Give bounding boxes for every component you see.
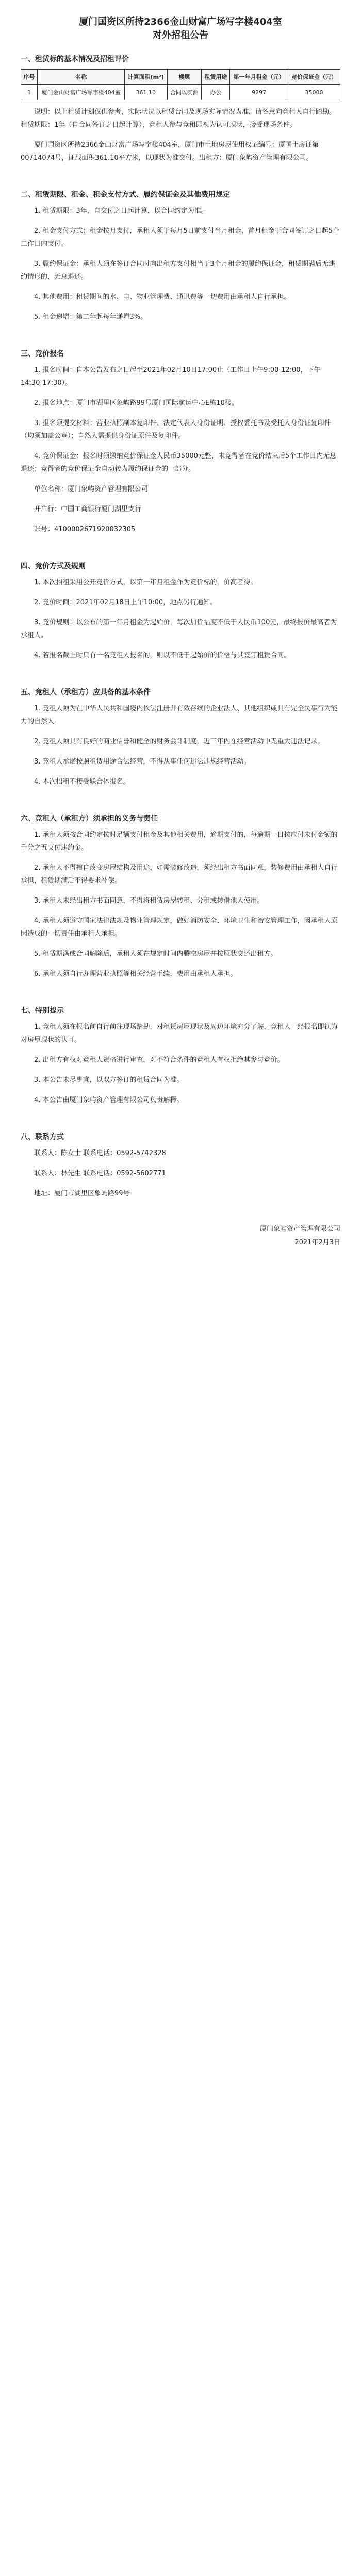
paragraph: 单位名称：厦门象屿资产管理有限公司 bbox=[34, 485, 149, 493]
paragraph: 4. 本次招租不接受联合体报名。 bbox=[34, 778, 130, 786]
paragraph-spacer bbox=[21, 960, 340, 968]
table-row bbox=[21, 85, 340, 100]
paragraph-spacer bbox=[21, 728, 340, 735]
paragraph-spacer bbox=[21, 131, 340, 139]
paragraph-spacer bbox=[21, 980, 340, 988]
paragraph: 1. 竞租人须在报名前自行前往现场踏勘，对租赁房屋现状及周边环境充分了解，竞租人一经报名即视为对房屋现状的认可。 bbox=[21, 1023, 338, 1044]
paragraph: 3. 本公告未尽事宜，以双方签订的租赁合同为准。 bbox=[34, 1076, 184, 1084]
paragraph: 厦门国资区所持2366金山财富广场写字楼404室，厦门市土地房屋使用权证编号：厦国土房证第00714074号，证载面积361.10平方米，以现状为准交付。出租方：厦门象屿资产管理有限公司。 bbox=[21, 141, 319, 162]
table-cell: 35000 bbox=[288, 85, 340, 100]
paragraph-spacer bbox=[21, 589, 340, 596]
section-heading: 五、竞租人（承租方）应具备的基本条件 bbox=[21, 688, 151, 697]
paragraph: 3. 承租人未经出租方书面同意，不得将租赁房屋转租、分租或转借他人使用。 bbox=[34, 897, 264, 905]
paragraph: 1. 承租人须按合同约定按时足额支付租金及其他相关费用，逾期支付的，每逾期一日按应付未付金额的千分之五支付违约金。 bbox=[21, 831, 338, 852]
paragraph-spacer bbox=[21, 476, 340, 483]
paragraph-spacer bbox=[21, 217, 340, 225]
paragraph-spacer bbox=[21, 303, 340, 311]
paragraph: 2. 报名地点：厦门市湖里区象屿路99号厦门国际航运中心E栋10楼。 bbox=[34, 399, 238, 407]
paragraph: 1. 竞租人须为在中华人民共和国境内依法注册并有效存续的企业法人、其他组织或具有完全民事行为能力的自然人。 bbox=[21, 705, 338, 725]
paragraph-spacer bbox=[21, 496, 340, 503]
paragraph: 3. 报名须提交材料：营业执照副本复印件、法定代表人身份证明、授权委托书及受托人身份证复印件（均须加盖公章）；自然人需提供身份证原件及复印件。 bbox=[21, 419, 331, 440]
section-heading: 七、特别提示 bbox=[21, 1007, 64, 1015]
paragraph-spacer bbox=[21, 887, 340, 894]
signature-date: 2021年2月3日 bbox=[294, 1239, 340, 1246]
paragraph-spacer bbox=[21, 1180, 340, 1187]
paragraph-spacer bbox=[21, 164, 340, 172]
title-line-2: 对外招租公告 bbox=[153, 30, 208, 41]
section-1-heading: 一、租赁标的基本情况及招租评价 bbox=[21, 55, 129, 63]
paragraph-spacer bbox=[21, 854, 340, 861]
table-header: 楼层 bbox=[167, 70, 202, 85]
page-title bbox=[21, 15, 340, 42]
table-header: 名称 bbox=[38, 70, 125, 85]
paragraph-spacer bbox=[21, 788, 340, 795]
table-cell: 1 bbox=[21, 85, 38, 100]
paragraph-spacer bbox=[21, 283, 340, 291]
table-cell: 合同以实测 bbox=[167, 85, 202, 100]
table-header: 序号 bbox=[21, 70, 38, 85]
paragraph: 4. 竞价保证金：报名时须缴纳竞价保证金人民币35000元整，未竞得者在竞价结束后5个工作日内无息退还；竞得者的竞价保证金自动转为履约保证金的一部分。 bbox=[21, 452, 337, 473]
signature-org: 厦门象屿资产管理有限公司 bbox=[259, 1225, 340, 1233]
paragraph-spacer bbox=[21, 516, 340, 523]
paragraph-spacer bbox=[21, 443, 340, 450]
section-heading: 六、竞租人（承租方）须承担的义务与责任 bbox=[21, 815, 158, 823]
paragraph: 2. 竞价时间：2021年02月18日上午10:00，地点另行通知。 bbox=[34, 599, 217, 606]
paragraph: 开户行：中国工商银行厦门湖里支行 bbox=[34, 505, 142, 513]
paragraph-spacer bbox=[21, 768, 340, 775]
paragraph: 1. 租赁期限：3年，自交付之日起计算，以合同约定为准。 bbox=[34, 207, 208, 215]
table-header: 第一年月租金（元） bbox=[230, 70, 288, 85]
paragraph: 6. 承租人须自行办理营业执照等相关经营手续，费用由承租人承担。 bbox=[34, 970, 237, 978]
paragraph-spacer bbox=[21, 940, 340, 947]
paragraph: 1. 报名时间：自本公告发布之日起至2021年02月10日17:00止（工作日上午9:00-12:00，下午14:30-17:30）。 bbox=[21, 366, 321, 387]
paragraph: 4. 若报名截止时只有一名竞租人报名的，则以不低于起始价的价格与其签订租赁合同。 bbox=[34, 652, 291, 659]
paragraph: 5. 租金递增：第二年起每年递增3%。 bbox=[34, 313, 147, 321]
table-cell: 9297 bbox=[230, 85, 288, 100]
paragraph: 5. 租赁期满或合同解除后，承租人须在规定时间内腾空房屋并按原状交还出租方。 bbox=[34, 950, 277, 958]
table-cell: 361.10 bbox=[125, 85, 168, 100]
paragraph-spacer bbox=[21, 642, 340, 649]
title-line-1: 厦门国资区所持2366金山财富广场写字楼404室 bbox=[79, 16, 282, 27]
signature-block bbox=[21, 1223, 340, 1249]
paragraph-spacer bbox=[21, 1046, 340, 1054]
property-table bbox=[21, 69, 340, 100]
paragraph-spacer bbox=[21, 609, 340, 616]
paragraph: 2. 出租方有权对竞租人资格进行审查，对不符合条件的竞租人有权拒绝其参与竞价。 bbox=[34, 1056, 284, 1064]
paragraph-spacer bbox=[21, 1107, 340, 1114]
paragraph-spacer bbox=[21, 250, 340, 258]
paragraph-spacer bbox=[21, 536, 340, 543]
paragraph: 2. 竞租人须具有良好的商业信誉和健全的财务会计制度，近三年内在经营活动中无重大违法记录。 bbox=[34, 738, 324, 745]
paragraph-spacer bbox=[21, 1160, 340, 1167]
paragraph: 2. 租金支付方式：租金按月支付，承租人须于每月5日前支付当月租金，首月租金于合同签订之日起5个工作日内支付。 bbox=[21, 227, 340, 248]
table-header: 计算面积(m²) bbox=[125, 70, 168, 85]
paragraph-spacer bbox=[21, 389, 340, 397]
table-header-row bbox=[21, 70, 340, 85]
paragraph-spacer bbox=[21, 907, 340, 914]
table-header: 竞价保证金（元） bbox=[288, 70, 340, 85]
section-heading: 四、竞价方式及规则 bbox=[21, 562, 86, 570]
paragraph: 联系人：林先生 联系电话：0592-5602771 bbox=[34, 1170, 166, 1177]
table-header: 租赁用途 bbox=[202, 70, 230, 85]
table-cell: 厦门金山财富广场写字楼404室 bbox=[38, 85, 125, 100]
paragraph: 3. 竞租人承诺按照租赁用途合法经营，不得从事任何违法违规经营活动。 bbox=[34, 758, 251, 766]
paragraph-spacer bbox=[21, 410, 340, 417]
paragraph: 联系人：陈女士 联系电话：0592-5742328 bbox=[34, 1149, 166, 1157]
paragraph: 3. 履约保证金：承租人须在签订合同时向出租方支付相当于3个月租金的履约保证金，租赁期满后无违约情形的，无息退还。 bbox=[21, 260, 335, 281]
paragraph: 账号：4100002671920032305 bbox=[34, 526, 136, 533]
body-text bbox=[21, 106, 340, 1207]
paragraph: 1. 本次招租采用公开竞价方式，以第一年月租金作为竞价标的，价高者得。 bbox=[34, 579, 257, 586]
paragraph-spacer bbox=[21, 1066, 340, 1074]
paragraph: 地址：厦门市湖里区象屿路99号 bbox=[34, 1190, 130, 1197]
paragraph: 2. 承租人不得擅自改变房屋结构及用途，如需装修改造，须经出租方书面同意，装修费用由承租人自行承担，租赁期满后不得要求补偿。 bbox=[21, 864, 338, 885]
paragraph: 4. 其他费用：租赁期间的水、电、物业管理费、通讯费等一切费用由承租人自行承担。 bbox=[34, 293, 291, 301]
paragraph: 4. 承租人须遵守国家法律法规及物业管理规定，做好消防安全、环境卫生和治安管理工作，因承租人原因造成的一切责任由承租人承担。 bbox=[21, 917, 338, 938]
section-heading: 二、租赁期限、租金、租金支付方式、履约保证金及其他费用规定 bbox=[21, 191, 230, 199]
table-cell: 办公 bbox=[202, 85, 230, 100]
paragraph-spacer bbox=[21, 1087, 340, 1094]
section-heading: 三、竞价报名 bbox=[21, 350, 64, 358]
paragraph: 3. 竞价规则：以公布的第一年月租金为起始价，每次加价幅度不低于人民币100元，最终报价最高者为承租人。 bbox=[21, 619, 337, 639]
paragraph-spacer bbox=[21, 662, 340, 669]
paragraph-spacer bbox=[21, 324, 340, 331]
paragraph-spacer bbox=[21, 748, 340, 755]
paragraph-spacer bbox=[21, 1200, 340, 1207]
paragraph: 说明：以上租赁计划仅供参考，实际状况以租赁合同及现场实际情况为准，请各意向竞租人自行踏勘。租赁期限：1年（自合同签订之日起计算），竞租人参与竞租即视为认可现状，接受现场条件。 bbox=[21, 108, 336, 129]
paragraph: 4. 本公告由厦门象屿资产管理有限公司负责解释。 bbox=[34, 1096, 184, 1104]
section-heading: 八、联系方式 bbox=[21, 1133, 64, 1141]
